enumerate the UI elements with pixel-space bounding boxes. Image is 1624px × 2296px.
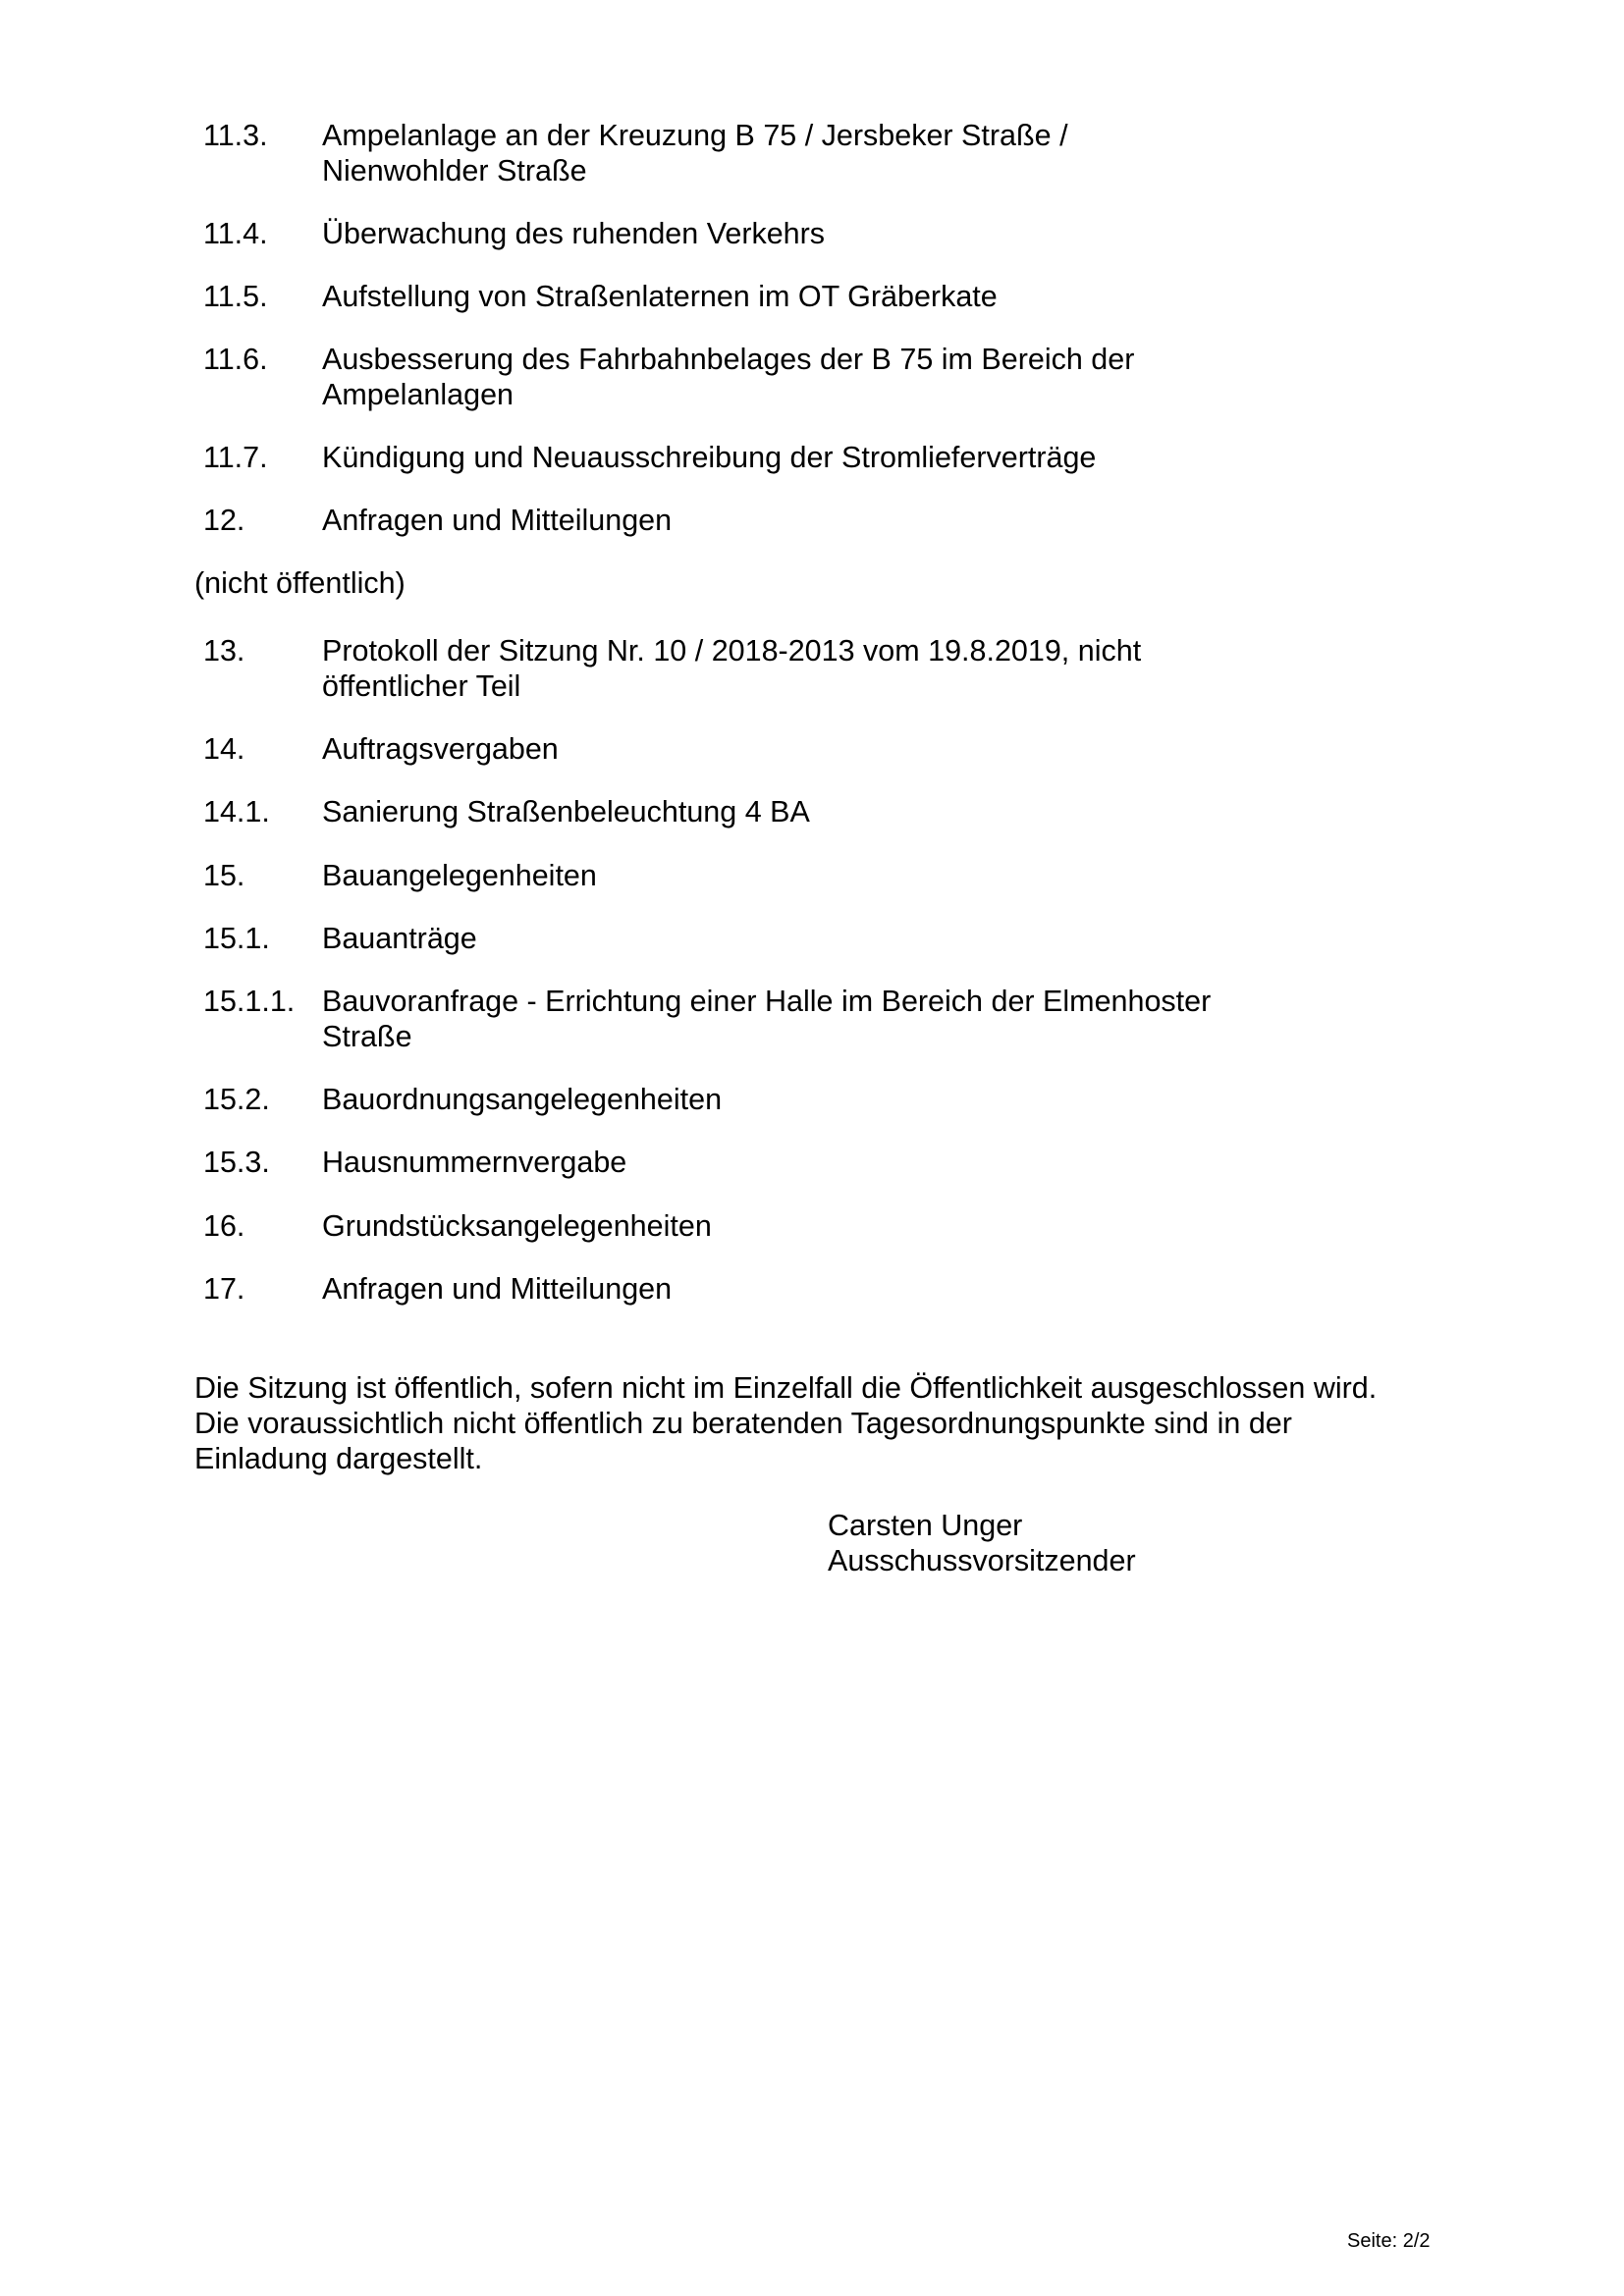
agenda-item-number: 17. <box>203 1272 245 1306</box>
agenda-item-title: Überwachung des ruhenden Verkehrs <box>322 217 826 250</box>
agenda-item-title: Kündigung und Neuausschreibung der Stromlieferverträge <box>322 441 1097 474</box>
agenda-item-16 <box>203 1208 1283 1244</box>
agenda-item-number: 11.7. <box>203 441 268 474</box>
agenda-item-title: Protokoll der Sitzung Nr. 10 / 2018-2013 vom 19.8.2019, nicht öffentlicher Teil <box>322 634 1142 703</box>
agenda-item-14 <box>203 731 1283 767</box>
signatory-name: Carsten Unger <box>828 1509 1023 1542</box>
agenda-item-number: 14. <box>203 732 245 766</box>
agenda-item-14-1 <box>203 794 1283 829</box>
agenda-item-17 <box>203 1271 1283 1307</box>
notice-line: Die Sitzung ist öffentlich, sofern nicht im Einzelfall die Öffentlichkeit ausgeschlossen wird. <box>194 1371 1378 1405</box>
agenda-item-11-4 <box>203 216 1283 251</box>
agenda-item-11-6 <box>203 342 1283 412</box>
agenda-item-11-3 <box>203 118 1283 188</box>
agenda-item-12 <box>203 503 1283 538</box>
section-label-non-public: (nicht öffentlich) <box>194 566 406 600</box>
agenda-item-13 <box>203 633 1283 704</box>
agenda-item-title: Ampelanlage an der Kreuzung B 75 / Jersbeker Straße / Nienwohlder Straße <box>322 119 1068 187</box>
agenda-item-title: Sanierung Straßenbeleuchtung 4 BA <box>322 795 810 828</box>
agenda-item-number: 14.1. <box>203 795 270 828</box>
notice-line: Die voraussichtlich nicht öffentlich zu beratenden Tagesordnungspunkte sind in der <box>194 1407 1292 1440</box>
public-session-notice <box>194 1370 1422 1476</box>
agenda-item-title: Bauvoranfrage - Errichtung einer Halle im Bereich der Elmenhoster Straße <box>322 985 1212 1053</box>
agenda-item-number: 15.1. <box>203 922 270 955</box>
agenda-item-11-7 <box>203 440 1283 475</box>
agenda-item-15-2 <box>203 1082 1283 1117</box>
agenda-item-number: 15.2. <box>203 1083 270 1116</box>
agenda-item-15-1-1 <box>203 984 1283 1054</box>
agenda-item-number: 15.3. <box>203 1146 270 1179</box>
agenda-item-title: Bauanträge <box>322 922 477 955</box>
agenda-item-number: 11.3. <box>203 119 268 152</box>
agenda-item-11-5 <box>203 279 1283 314</box>
agenda-item-15 <box>203 858 1283 893</box>
notice-line: Einladung dargestellt. <box>194 1442 483 1475</box>
agenda-item-number: 16. <box>203 1209 245 1243</box>
agenda-item-15-3 <box>203 1145 1283 1180</box>
agenda-item-title: Anfragen und Mitteilungen <box>322 1272 673 1306</box>
agenda-item-number: 15. <box>203 859 245 892</box>
agenda-item-15-1 <box>203 921 1283 956</box>
agenda-item-title: Bauordnungsangelegenheiten <box>322 1083 723 1116</box>
agenda-item-number: 11.5. <box>203 280 268 313</box>
agenda-item-title: Anfragen und Mitteilungen <box>322 504 673 537</box>
signatory-role: Ausschussvorsitzender <box>828 1544 1136 1577</box>
agenda-item-number: 15.1.1. <box>203 985 296 1018</box>
agenda-item-number: 13. <box>203 634 245 667</box>
agenda-item-title: Hausnummernvergabe <box>322 1146 627 1179</box>
agenda-item-title: Bauangelegenheiten <box>322 859 597 892</box>
agenda-item-title: Aufstellung von Straßenlaternen im OT Gräberkate <box>322 280 998 313</box>
page-number: Seite: 2/2 <box>1347 2230 1431 2252</box>
agenda-item-number: 11.6. <box>203 343 268 376</box>
agenda-item-title: Ausbesserung des Fahrbahnbelages der B 75 im Bereich der Ampelanlagen <box>322 343 1135 411</box>
agenda-item-number: 11.4. <box>203 217 268 250</box>
agenda-item-title: Grundstücksangelegenheiten <box>322 1209 712 1243</box>
signature-block <box>828 1508 1136 1578</box>
agenda-item-number: 12. <box>203 504 245 537</box>
agenda-item-title: Auftragsvergaben <box>322 732 559 766</box>
